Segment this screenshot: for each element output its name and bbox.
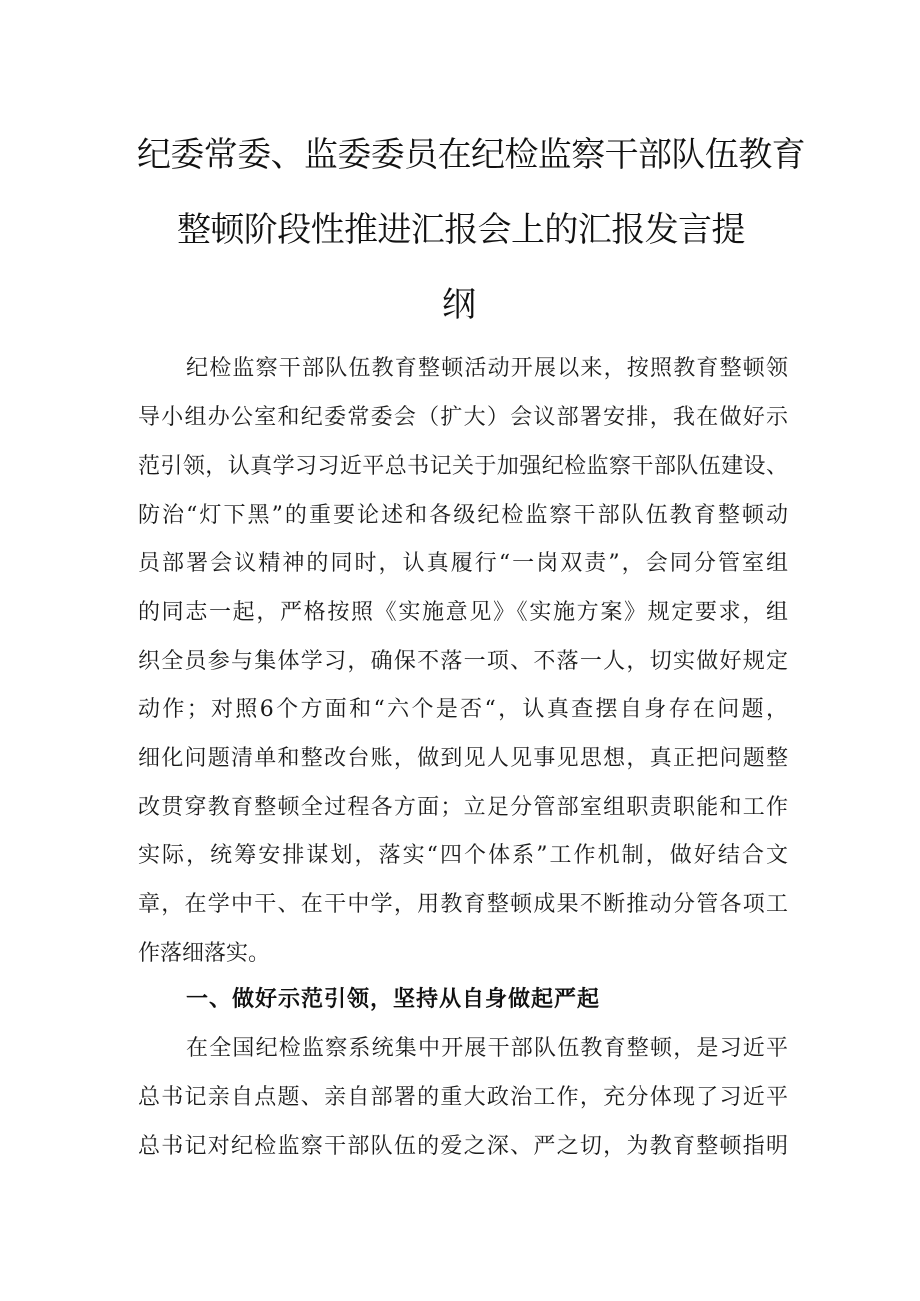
- paragraph-1-line: 动作；对照6个方面和“六个是否“，认真查摆自身存在问题，: [138, 697, 788, 722]
- paragraph-1-line: 作落细落实。: [138, 941, 271, 966]
- paragraph-2-line: 总书记亲自点题、亲自部署的重大政治工作，充分体现了习近平: [138, 1085, 788, 1110]
- section-heading: 一、做好示范引领，坚持从自身做起严起: [186, 987, 601, 1012]
- document-title-line-3: 纲: [442, 285, 476, 325]
- paragraph-1-line: 纪检监察干部队伍教育整顿活动开展以来，按照教育整顿领: [186, 356, 788, 381]
- paragraph-1-line: 范引领，认真学习习近平总书记关于加强纪检监察干部队伍建设、: [138, 454, 788, 479]
- paragraph-1-line: 实际，统筹安排谋划，落实“四个体系”工作机制，做好结合文: [138, 843, 788, 868]
- document-title-line-2: 整顿阶段性推进汇报会上的汇报发言提: [177, 210, 745, 250]
- document-title-line-1: 纪委常委、监委委员在纪检监察干部队伍教育: [137, 135, 805, 175]
- paragraph-1-line: 导小组办公室和纪委常委会（扩大）会议部署安排，我在做好示: [138, 405, 788, 430]
- paragraph-1-line: 章，在学中干、在干中学，用教育整顿成果不断推动分管各项工: [138, 892, 788, 917]
- paragraph-1-line: 防治“灯下黑”的重要论述和各级纪检监察干部队伍教育整顿动: [138, 503, 788, 528]
- paragraph-2-line: 总书记对纪检监察干部队伍的爱之深、严之切，为教育整顿指明: [138, 1134, 788, 1159]
- paragraph-1-line: 员部署会议精神的同时，认真履行“一岗双责”，会同分管室组: [138, 551, 788, 576]
- paragraph-1-line: 细化问题清单和整改台账，做到见人见事见思想，真正把问题整: [138, 746, 788, 771]
- paragraph-1-line: 改贯穿教育整顿全过程各方面；立足分管部室组职责职能和工作: [138, 795, 788, 820]
- paragraph-2-line: 在全国纪检监察系统集中开展干部队伍教育整顿，是习近平: [186, 1036, 788, 1061]
- paragraph-1-line: 织全员参与集体学习，确保不落一项、不落一人，切实做好规定: [138, 649, 788, 674]
- paragraph-1-line: 的同志一起，严格按照《实施意见》《实施方案》规定要求，组: [138, 600, 788, 625]
